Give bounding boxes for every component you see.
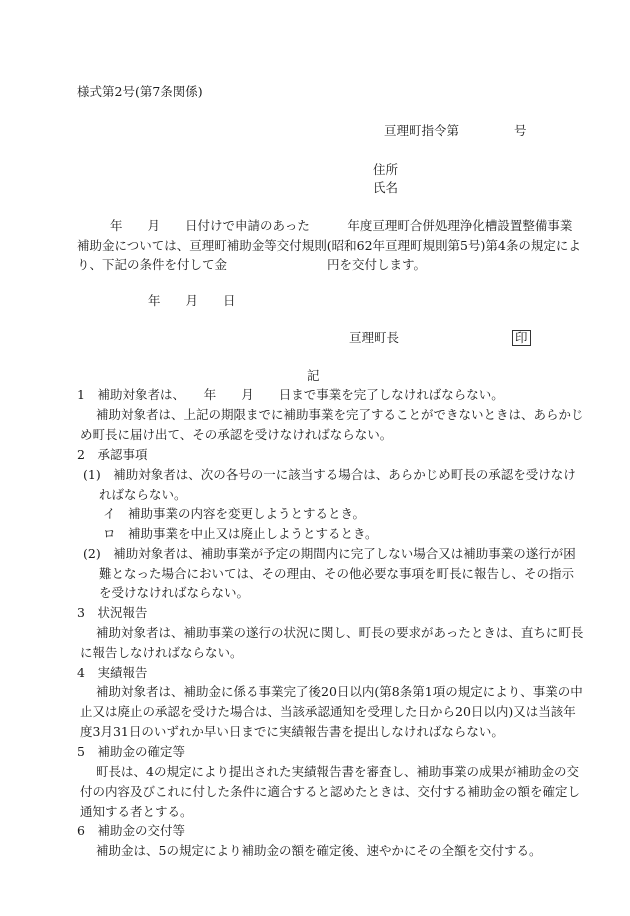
body-line: 5 補助金の確定等 xyxy=(77,744,185,759)
date-line: 年 月 日 xyxy=(148,293,236,308)
body-line: イ 補助事業の内容を変更しようとするとき。 xyxy=(103,506,366,521)
body-line: 補助対象者は、補助事業の遂行の状況に関し、町長の要求があったときは、直ちに町長 xyxy=(96,625,584,640)
intro-line: り、下記の条件を付して金 円を交付します。 xyxy=(77,257,427,272)
intro-line: 年 月 日付けで申請のあった 年度亘理町合併処理浄化槽設置整備事業 xyxy=(110,218,573,233)
address-label: 住所 xyxy=(373,162,399,177)
body-line: 通知する者とする。 xyxy=(80,804,193,819)
body-line: ればならない。 xyxy=(99,487,187,502)
body-line: に報告しなければならない。 xyxy=(80,645,243,660)
body-line: 難となった場合においては、その理由、その他必要な事項を町長に報告し、その指示 xyxy=(99,566,575,581)
body-line: 補助対象者は、上記の期限までに補助事業を完了することができないときは、あらかじ xyxy=(96,407,584,422)
seal-mark-text: 印 xyxy=(512,330,531,346)
body-line: 1 補助対象者は、 年 月 日まで事業を完了しなければならない。 xyxy=(77,387,504,402)
name-label: 氏名 xyxy=(373,180,399,195)
body-line: 4 実績報告 xyxy=(77,665,148,680)
body-line: 度3月31日のいずれか早い日までに実績報告書を提出しなければならない。 xyxy=(80,724,504,739)
body-line: 補助金は、5の規定により補助金の額を確定後、速やかにその全額を交付する。 xyxy=(96,843,542,858)
body-line: 町長は、4の規定により提出された実績報告書を審査し、補助事業の成果が補助金の交 xyxy=(96,764,579,779)
body-line: 6 補助金の交付等 xyxy=(77,823,185,838)
reference-number-prefix: 亘理町指令第 xyxy=(384,123,460,138)
body-line: 付の内容及びこれに付した条件に適合すると認めたときは、交付する補助金の額を確定し xyxy=(80,784,581,799)
intro-line: 補助金については、亘理町補助金等交付規則(昭和62年亘理町規則第5号)第4条の規定によ xyxy=(77,238,581,253)
reference-number-suffix: 号 xyxy=(514,123,527,138)
body-line: 3 状況報告 xyxy=(77,605,148,620)
body-line: (2) 補助対象者は、補助事業が予定の期間内に完了しない場合又は補助事業の遂行が困 xyxy=(83,546,576,561)
body-line: め町長に届け出て、その承認を受けなければならない。 xyxy=(80,427,393,442)
seal-mark xyxy=(512,330,531,346)
body-line: ロ 補助事業を中止又は廃止しようとするとき。 xyxy=(103,526,378,541)
body-line: (1) 補助対象者は、次の各号の一に該当する場合は、あらかじめ町長の承認を受けなけ xyxy=(83,467,576,482)
body-line: 止又は廃止の承認を受けた場合は、当該承認通知を受理した日から20日以内)又は当該年 xyxy=(80,704,576,719)
body-line: 2 承認事項 xyxy=(77,447,148,462)
ki-heading: 記 xyxy=(307,368,320,383)
form-number: 様式第2号(第7条関係) xyxy=(77,84,203,99)
body-line: を受けなければならない。 xyxy=(99,585,250,600)
body-line: 補助対象者は、補助金に係る事業完了後20日以内(第8条第1項の規定により、事業の中 xyxy=(96,684,583,699)
signature-title: 亘理町長 xyxy=(349,330,400,345)
